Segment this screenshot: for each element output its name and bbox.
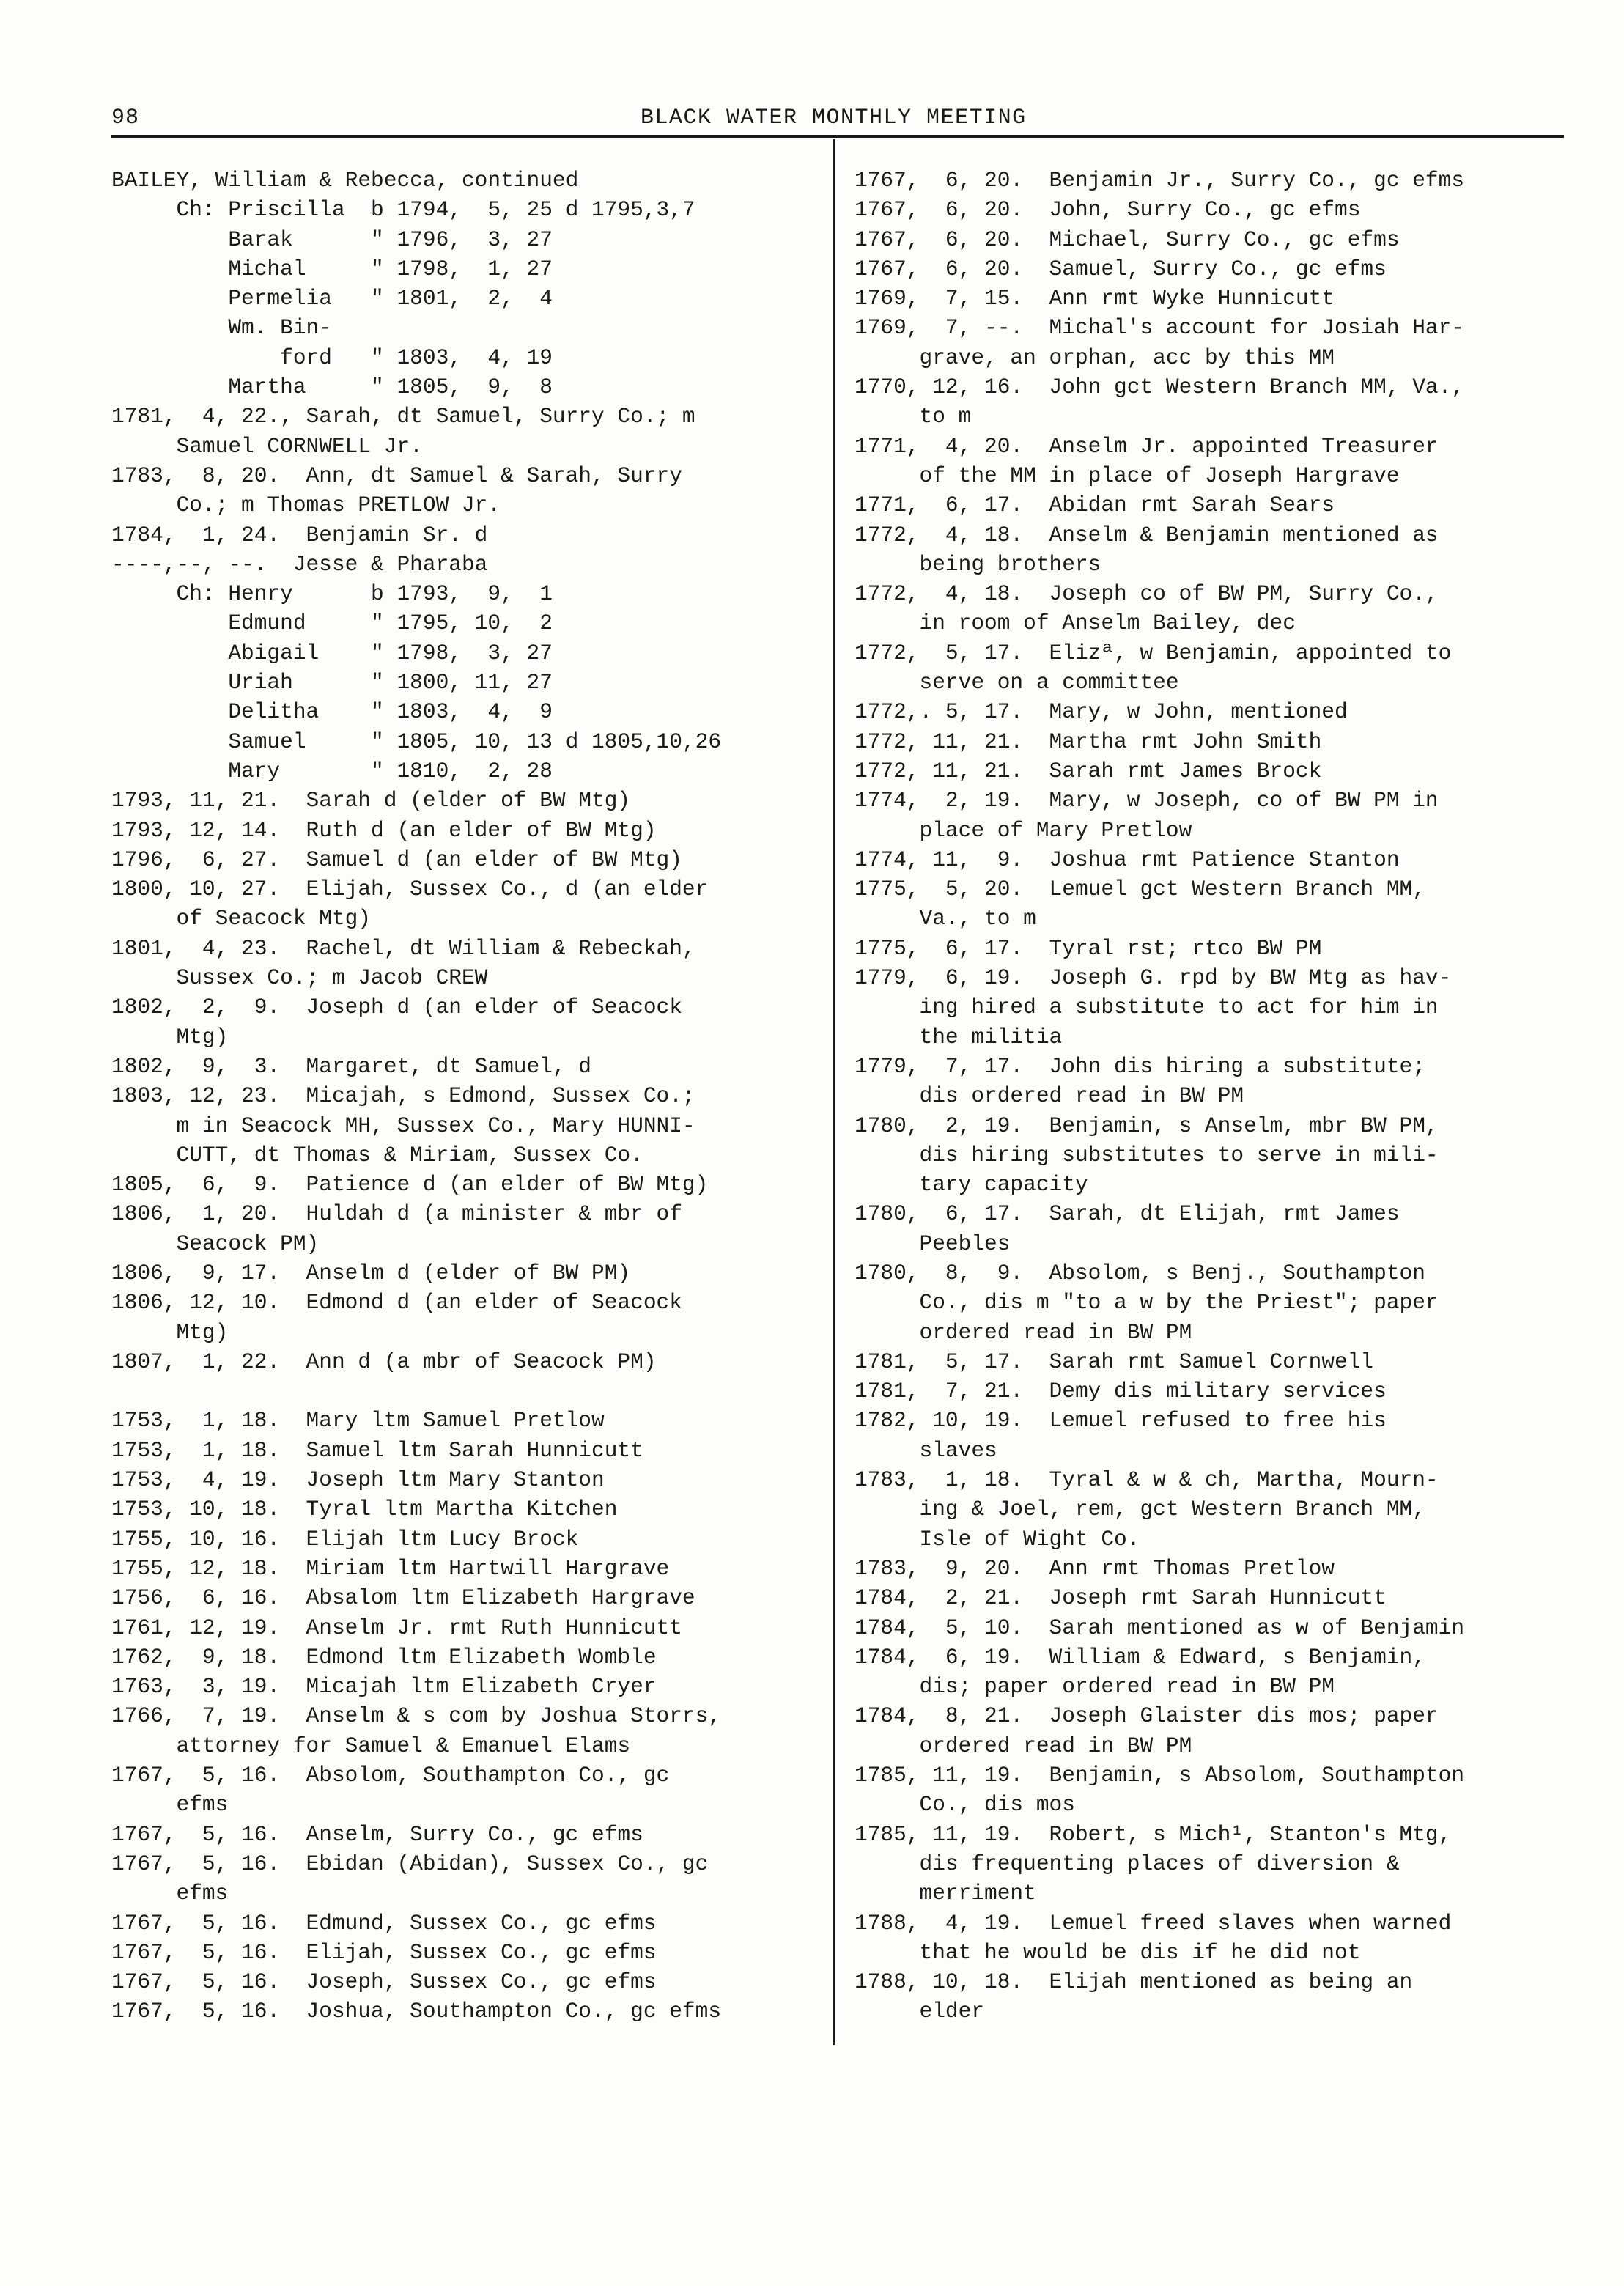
- entry-line: 1767, 5, 16. Ebidan (Abidan), Sussex Co., gc: [111, 1851, 709, 1876]
- entry-continuation-line: ordered read in BW PM: [855, 1319, 1192, 1345]
- entry-continuation-line: Delitha " 1803, 4, 9: [111, 699, 553, 725]
- entry-continuation-line: Co., dis mos: [855, 1792, 1075, 1818]
- entry-line: 1779, 6, 19. Joseph G. rpd by BW Mtg as hav-: [855, 965, 1452, 991]
- page-header: [111, 106, 1564, 138]
- entry-line: 1793, 11, 21. Sarah d (elder of BW Mtg): [111, 788, 631, 814]
- entry-continuation-line: Va., to m: [855, 906, 1036, 932]
- entry-line: 1807, 1, 22. Ann d (a mbr of Seacock PM): [111, 1349, 657, 1374]
- entry-continuation-line: in room of Anselm Bailey, dec: [855, 611, 1296, 636]
- entry-continuation-line: efms: [111, 1881, 229, 1906]
- entry-line: 1800, 10, 27. Elijah, Sussex Co., d (an elder: [111, 877, 709, 902]
- entry-line: 1784, 8, 21. Joseph Glaister dis mos; paper: [855, 1703, 1439, 1729]
- entry-line: 1784, 5, 10. Sarah mentioned as w of Benjamin: [855, 1615, 1465, 1640]
- entry-line: 1772, 11, 21. Sarah rmt James Brock: [855, 758, 1322, 783]
- entry-line: 1767, 6, 20. Samuel, Surry Co., gc efms: [855, 256, 1387, 281]
- entry-line: 1775, 6, 17. Tyral rst; rtco BW PM: [855, 935, 1322, 961]
- entry-continuation-line: Isle of Wight Co.: [855, 1526, 1140, 1552]
- entry-line: 1756, 6, 16. Absalom ltm Elizabeth Hargrave: [111, 1585, 695, 1611]
- entry-line: 1753, 4, 19. Joseph ltm Mary Stanton: [111, 1467, 605, 1493]
- entry-continuation-line: ing hired a substitute to act for him in: [855, 995, 1439, 1020]
- entry-continuation-line: that he would be dis if he did not: [855, 1939, 1361, 1965]
- entry-continuation-line: Mary " 1810, 2, 28: [111, 758, 553, 783]
- entry-line: 1780, 6, 17. Sarah, dt Elijah, rmt James: [855, 1201, 1400, 1227]
- entry-line: 1772, 5, 17. Elizª, w Benjamin, appointed to: [855, 640, 1452, 665]
- entry-continuation-line: Mtg): [111, 1024, 229, 1050]
- entry-continuation-line: Martha " 1805, 9, 8: [111, 375, 553, 400]
- entry-line: 1772,. 5, 17. Mary, w John, mentioned: [855, 699, 1348, 725]
- entry-line: 1772, 4, 18. Joseph co of BW PM, Surry Co.,: [855, 581, 1439, 607]
- entry-line: 1767, 6, 20. John, Surry Co., gc efms: [855, 197, 1361, 223]
- entry-continuation-line: grave, an orphan, acc by this MM: [855, 344, 1335, 370]
- entry-line: 1793, 12, 14. Ruth d (an elder of BW Mtg): [111, 817, 657, 843]
- entry-line: 1802, 2, 9. Joseph d (an elder of Seacock: [111, 995, 682, 1020]
- entry-line: 1784, 2, 21. Joseph rmt Sarah Hunnicutt: [855, 1585, 1387, 1611]
- entry-line: 1801, 4, 23. Rachel, dt William & Rebeckah,: [111, 935, 695, 961]
- entry-line: ----,--, --. Jesse & Pharaba: [111, 551, 488, 577]
- entry-line: 1767, 5, 16. Joshua, Southampton Co., gc efms: [111, 1999, 722, 2024]
- page-title: BLACK WATER MONTHLY MEETING: [641, 106, 1027, 130]
- entry-continuation-line: ordered read in BW PM: [855, 1733, 1192, 1758]
- entry-continuation-line: Edmund " 1795, 10, 2: [111, 611, 553, 636]
- entry-line: 1767, 5, 16. Elijah, Sussex Co., gc efms: [111, 1939, 657, 1965]
- entry-continuation-line: dis hiring substitutes to serve in mili-: [855, 1142, 1439, 1168]
- entry-line: 1763, 3, 19. Micajah ltm Elizabeth Cryer: [111, 1674, 657, 1700]
- entry-continuation-line: attorney for Samuel & Emanuel Elams: [111, 1733, 631, 1758]
- entry-line: 1770, 12, 16. John gct Western Branch MM, Va.,: [855, 375, 1465, 400]
- entry-continuation-line: dis; paper ordered read in BW PM: [855, 1674, 1335, 1700]
- entry-line: 1780, 8, 9. Absolom, s Benj., Southampton: [855, 1260, 1425, 1286]
- entry-line: 1805, 6, 9. Patience d (an elder of BW Mtg): [111, 1172, 709, 1198]
- entry-line: 1767, 5, 16. Anselm, Surry Co., gc efms: [111, 1821, 643, 1847]
- entry-line: 1774, 11, 9. Joshua rmt Patience Stanton: [855, 847, 1400, 872]
- entry-line: 1780, 2, 19. Benjamin, s Anselm, mbr BW PM,: [855, 1113, 1439, 1138]
- entry-line: 1802, 9, 3. Margaret, dt Samuel, d: [111, 1053, 592, 1079]
- entry-line: 1767, 5, 16. Edmund, Sussex Co., gc efms: [111, 1910, 657, 1936]
- entry-continuation-line: of Seacock Mtg): [111, 906, 372, 932]
- entry-line: 1806, 9, 17. Anselm d (elder of BW PM): [111, 1260, 631, 1286]
- entry-continuation-line: Co.; m Thomas PRETLOW Jr.: [111, 493, 501, 518]
- entry-continuation-line: ing & Joel, rem, gct Western Branch MM,: [855, 1497, 1425, 1522]
- entry-continuation-line: Permelia " 1801, 2, 4: [111, 286, 553, 311]
- entry-line: 1755, 12, 18. Miriam ltm Hartwill Hargrave: [111, 1555, 670, 1581]
- entry-line: 1783, 9, 20. Ann rmt Thomas Pretlow: [855, 1555, 1335, 1581]
- entry-line: 1772, 11, 21. Martha rmt John Smith: [855, 729, 1322, 754]
- entry-continuation-line: Abigail " 1798, 3, 27: [111, 640, 553, 665]
- entry-continuation-line: Michal " 1798, 1, 27: [111, 256, 553, 281]
- entry-continuation-line: Wm. Bin-: [111, 315, 332, 341]
- entry-continuation-line: to m: [855, 404, 972, 429]
- entry-continuation-line: Mtg): [111, 1319, 229, 1345]
- entry-continuation-line: Barak " 1796, 3, 27: [111, 226, 553, 252]
- entry-line: 1767, 6, 20. Benjamin Jr., Surry Co., gc efms: [855, 168, 1465, 193]
- entry-line: 1753, 1, 18. Mary ltm Samuel Pretlow: [111, 1408, 605, 1434]
- entry-continuation-line: Uriah " 1800, 11, 27: [111, 670, 553, 696]
- section-spacer: [111, 1376, 822, 1406]
- entry-continuation-line: m in Seacock MH, Sussex Co., Mary HUNNI-: [111, 1113, 695, 1138]
- entry-continuation-line: elder: [855, 1999, 985, 2024]
- entry-line: 1771, 6, 17. Abidan rmt Sarah Sears: [855, 493, 1335, 518]
- entry-continuation-line: merriment: [855, 1881, 1036, 1906]
- entry-line: 1788, 10, 18. Elijah mentioned as being an: [855, 1969, 1413, 1995]
- entry-continuation-line: Ch: Henry b 1793, 9, 1: [111, 581, 553, 607]
- entry-line: 1753, 10, 18. Tyral ltm Martha Kitchen: [111, 1497, 618, 1522]
- entry-line: 1783, 8, 20. Ann, dt Samuel & Sarah, Surry: [111, 462, 682, 488]
- entry-line: 1781, 7, 21. Demy dis military services: [855, 1379, 1387, 1404]
- entry-line: 1755, 10, 16. Elijah ltm Lucy Brock: [111, 1526, 579, 1552]
- entry-continuation-line: dis frequenting places of diversion &: [855, 1851, 1400, 1876]
- entry-continuation-line: Samuel CORNWELL Jr.: [111, 433, 423, 459]
- entry-continuation-line: Sussex Co.; m Jacob CREW: [111, 965, 488, 991]
- entry-line: 1785, 11, 19. Benjamin, s Absolom, Southampton: [855, 1763, 1465, 1788]
- entry-line: 1767, 5, 16. Absolom, Southampton Co., gc: [111, 1763, 670, 1788]
- entry-line: 1771, 4, 20. Anselm Jr. appointed Treasurer: [855, 433, 1439, 459]
- page-number: 98: [111, 106, 140, 130]
- entry-line: 1781, 5, 17. Sarah rmt Samuel Cornwell: [855, 1349, 1374, 1374]
- entry-continuation-line: tary capacity: [855, 1172, 1088, 1198]
- entry-continuation-line: CUTT, dt Thomas & Miriam, Sussex Co.: [111, 1142, 643, 1168]
- entry-line: 1769, 7, 15. Ann rmt Wyke Hunnicutt: [855, 286, 1335, 311]
- entry-line: 1783, 1, 18. Tyral & w & ch, Martha, Mourn-: [855, 1467, 1439, 1493]
- entry-line: 1784, 6, 19. William & Edward, s Benjamin,: [855, 1644, 1425, 1670]
- entry-line: 1796, 6, 27. Samuel d (an elder of BW Mtg): [111, 847, 682, 872]
- entry-line: 1781, 4, 22., Sarah, dt Samuel, Surry Co.; m: [111, 404, 695, 429]
- entry-line: 1753, 1, 18. Samuel ltm Sarah Hunnicutt: [111, 1437, 643, 1463]
- entry-line: 1767, 6, 20. Michael, Surry Co., gc efms: [855, 226, 1400, 252]
- entry-continuation-line: Peebles: [855, 1231, 1011, 1256]
- entry-continuation-line: efms: [111, 1792, 229, 1818]
- entry-line: 1803, 12, 23. Micajah, s Edmond, Sussex Co.;: [111, 1083, 695, 1109]
- entry-line: 1766, 7, 19. Anselm & s com by Joshua Storrs,: [111, 1703, 722, 1729]
- entry-continuation-line: dis ordered read in BW PM: [855, 1083, 1244, 1109]
- entry-line: 1761, 12, 19. Anselm Jr. rmt Ruth Hunnicutt: [111, 1615, 682, 1640]
- entry-line: 1775, 5, 20. Lemuel gct Western Branch MM,: [855, 877, 1425, 902]
- entry-line: 1762, 9, 18. Edmond ltm Elizabeth Womble: [111, 1644, 657, 1670]
- entry-continuation-line: Co., dis m "to a w by the Priest"; paper: [855, 1290, 1439, 1316]
- entry-line: 1769, 7, --. Michal's account for Josiah Har-: [855, 315, 1465, 341]
- entry-line: 1784, 1, 24. Benjamin Sr. d: [111, 522, 488, 547]
- entry-line: 1788, 4, 19. Lemuel freed slaves when warned: [855, 1910, 1452, 1936]
- entry-line: 1785, 11, 19. Robert, s Mich¹, Stanton's Mtg,: [855, 1821, 1452, 1847]
- entry-line: 1779, 7, 17. John dis hiring a substitute;: [855, 1053, 1425, 1079]
- column-divider: [833, 139, 835, 2045]
- entry-continuation-line: of the MM in place of Joseph Hargrave: [855, 462, 1400, 488]
- entry-continuation-line: slaves: [855, 1437, 997, 1463]
- entry-line: 1806, 12, 10. Edmond d (an elder of Seacock: [111, 1290, 682, 1316]
- entry-continuation-line: Ch: Priscilla b 1794, 5, 25 d 1795,3,7: [111, 197, 695, 223]
- entry-continuation-line: place of Mary Pretlow: [855, 817, 1192, 843]
- entry-continuation-line: serve on a committee: [855, 670, 1179, 696]
- right-column: [855, 166, 1565, 2027]
- entry-line: 1774, 2, 19. Mary, w Joseph, co of BW PM in: [855, 788, 1439, 814]
- entry-line: 1767, 5, 16. Joseph, Sussex Co., gc efms: [111, 1969, 657, 1995]
- entry-continuation-line: ford " 1803, 4, 19: [111, 344, 553, 370]
- entry-continuation-line: Samuel " 1805, 10, 13 d 1805,10,26: [111, 729, 722, 754]
- left-column: [111, 166, 822, 2027]
- entry-line: 1782, 10, 19. Lemuel refused to free his: [855, 1408, 1387, 1434]
- entry-continuation-line: the militia: [855, 1024, 1063, 1050]
- entry-line: BAILEY, William & Rebecca, continued: [111, 168, 579, 193]
- entry-continuation-line: being brothers: [855, 551, 1101, 577]
- entry-continuation-line: Seacock PM): [111, 1231, 320, 1256]
- entry-line: 1772, 4, 18. Anselm & Benjamin mentioned as: [855, 522, 1439, 547]
- entry-line: 1806, 1, 20. Huldah d (a minister & mbr of: [111, 1201, 682, 1227]
